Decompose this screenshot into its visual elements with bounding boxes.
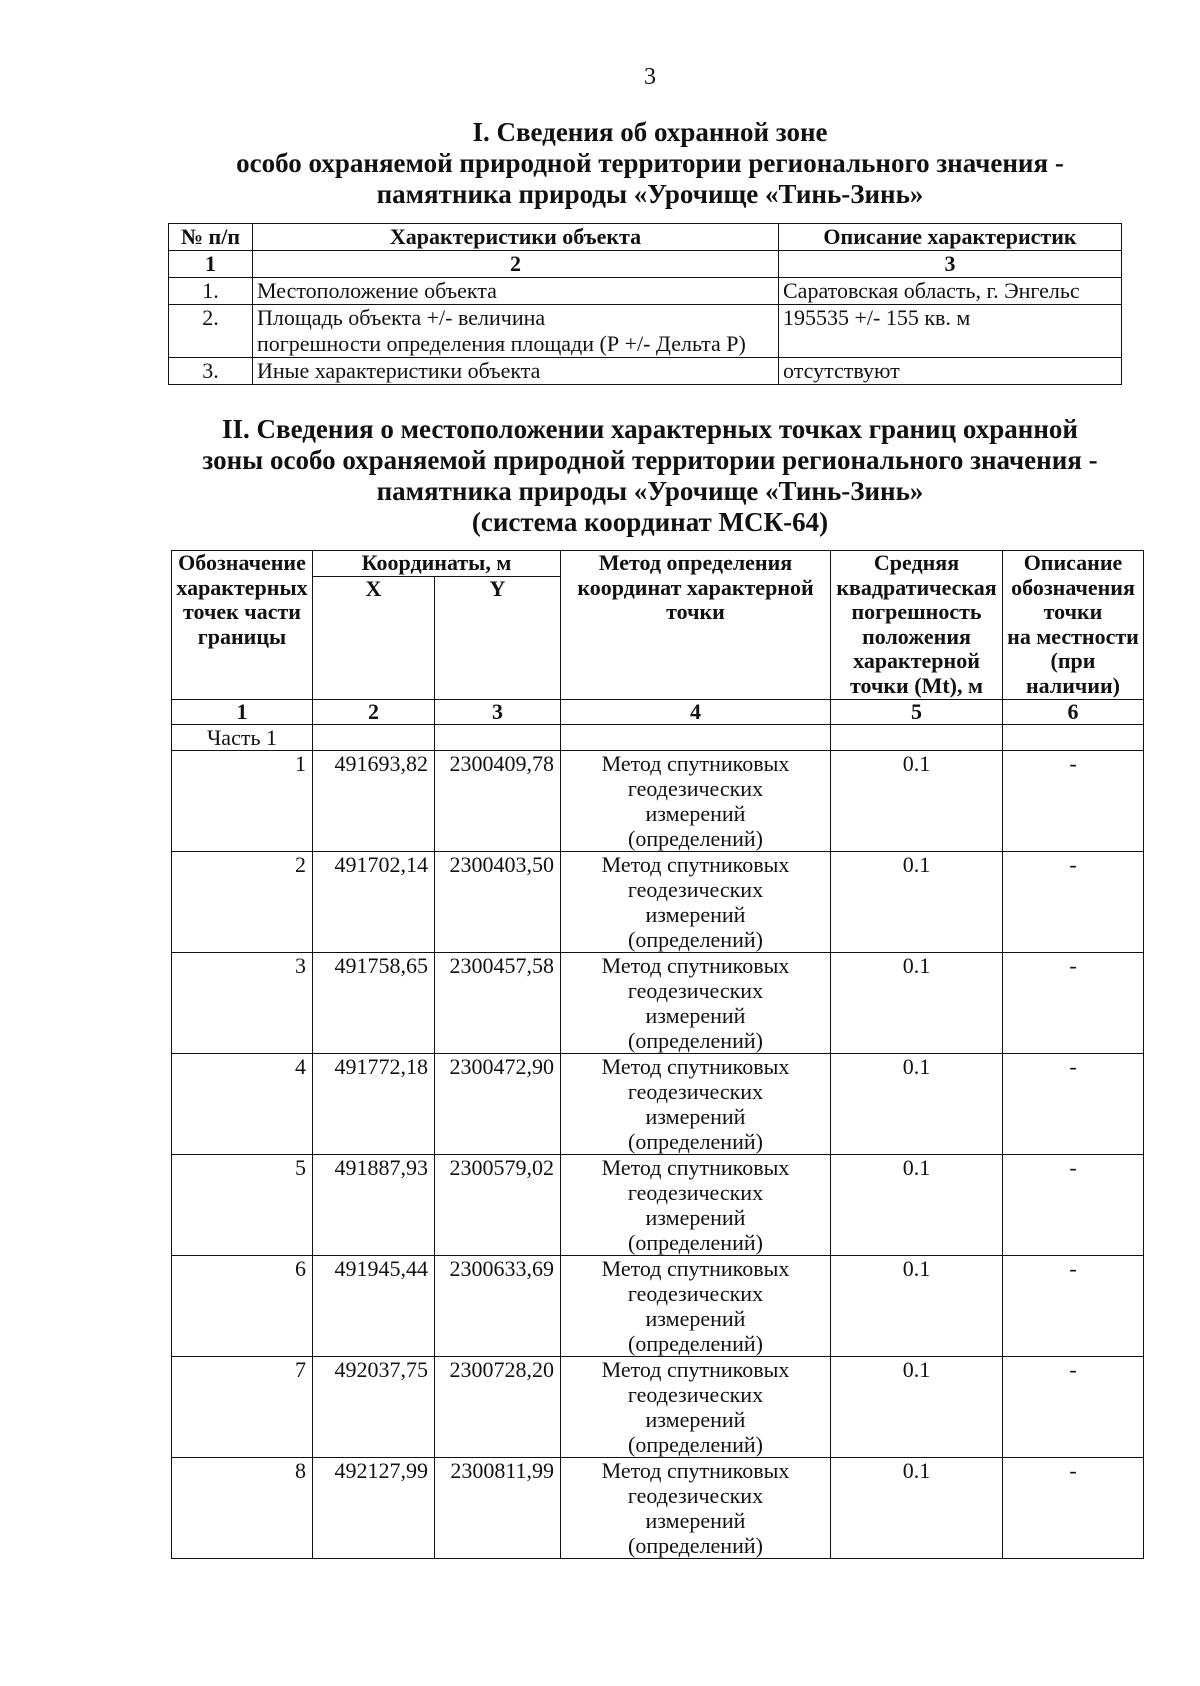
point-x: 491945,44 <box>313 1255 435 1356</box>
header-line: координат характерной <box>577 574 814 600</box>
header-line: характерных <box>176 574 308 600</box>
header-line: Метод определения <box>598 550 793 575</box>
column-number: 1 <box>172 699 313 724</box>
point-method-line: измерений <box>645 1103 746 1129</box>
header-method <box>561 551 831 700</box>
point-method-line: (определений) <box>628 1431 763 1457</box>
section1-title-line: I. Сведения об охранной зоне <box>472 117 828 147</box>
header-y: Y <box>435 576 561 699</box>
point-method-line: геодезических <box>627 1179 764 1205</box>
point-method <box>561 1356 831 1457</box>
point-x: 491887,93 <box>313 1154 435 1255</box>
row-characteristic: Местоположение объекта <box>253 278 779 305</box>
point-id: 6 <box>172 1255 313 1356</box>
point-id: 7 <box>172 1356 313 1457</box>
header-point-designation <box>172 551 313 700</box>
header-line: наличии) <box>1026 672 1120 698</box>
point-method <box>561 851 831 952</box>
header-description <box>1003 551 1144 700</box>
header-line: погрешность <box>851 599 982 624</box>
point-mean-error: 0.1 <box>831 750 1003 851</box>
point-y: 2300457,58 <box>435 952 561 1053</box>
column-number-row <box>169 251 1122 278</box>
point-method-line: измерений <box>645 901 746 927</box>
row-description: 195535 +/- 155 кв. м <box>779 305 1122 358</box>
header-line: Описание <box>1023 550 1123 575</box>
column-number: 4 <box>561 699 831 724</box>
header-line: характерной <box>853 648 980 673</box>
section2-title <box>0 414 1200 538</box>
table-row <box>172 1255 1144 1356</box>
point-method-line: геодезических <box>627 1280 764 1306</box>
section2-title-line: зоны особо охраняемой природной территории регионального значения - <box>202 445 1098 475</box>
point-description: - <box>1003 1053 1144 1154</box>
header-line: Средняя <box>873 550 960 575</box>
point-method-line: Метод спутниковых <box>601 851 790 877</box>
section1-title <box>0 117 1200 210</box>
point-method <box>561 1053 831 1154</box>
header-line: точки <box>1043 599 1103 624</box>
point-description: - <box>1003 1154 1144 1255</box>
point-description: - <box>1003 1255 1144 1356</box>
section2-title-line: II. Сведения о местоположении характерных точках границ охранной <box>222 414 1078 444</box>
header-line: границы <box>197 623 287 649</box>
table-row <box>172 1457 1144 1558</box>
point-method-line: измерений <box>645 1305 746 1331</box>
row-number: 1. <box>169 278 253 305</box>
point-method-line: геодезических <box>627 876 764 902</box>
header-line: квадратическая <box>836 574 997 600</box>
header-line: точки (Mt), м <box>850 672 983 698</box>
points-body <box>172 750 1144 1558</box>
point-method-line: геодезических <box>627 977 764 1003</box>
point-method-line: Метод спутниковых <box>601 750 790 776</box>
page-number: 3 <box>644 64 656 90</box>
object-characteristics-table <box>168 223 1122 385</box>
point-method-line: (определений) <box>628 1330 763 1356</box>
column-number: 5 <box>831 699 1003 724</box>
point-method-line: геодезических <box>627 1078 764 1104</box>
point-method-line: измерений <box>645 1204 746 1230</box>
table-row <box>172 1356 1144 1457</box>
point-method <box>561 750 831 851</box>
table-row <box>169 278 1122 305</box>
point-method-line: (определений) <box>628 1128 763 1154</box>
point-method-line: Метод спутниковых <box>601 1255 790 1281</box>
column-number: 3 <box>779 251 1122 278</box>
point-method-line: (определений) <box>628 926 763 952</box>
point-mean-error: 0.1 <box>831 851 1003 952</box>
point-y: 2300472,90 <box>435 1053 561 1154</box>
table-header-row <box>169 224 1122 251</box>
point-y: 2300403,50 <box>435 851 561 952</box>
part-label: Часть 1 <box>172 724 313 750</box>
table-row <box>172 1053 1144 1154</box>
point-y: 2300409,78 <box>435 750 561 851</box>
point-method-line: (определений) <box>628 1532 763 1558</box>
table-row <box>172 750 1144 851</box>
point-x: 491758,65 <box>313 952 435 1053</box>
header-line: на местности <box>1007 623 1139 649</box>
table-row <box>169 358 1122 385</box>
part-row <box>172 724 1144 750</box>
empty-cell <box>435 724 561 750</box>
point-y: 2300728,20 <box>435 1356 561 1457</box>
point-mean-error: 0.1 <box>831 1457 1003 1558</box>
table-row <box>172 851 1144 952</box>
header-line: положения <box>862 623 971 649</box>
point-id: 3 <box>172 952 313 1053</box>
empty-cell <box>313 724 435 750</box>
point-method-line: (определений) <box>628 825 763 851</box>
column-number: 1 <box>169 251 253 278</box>
point-mean-error: 0.1 <box>831 1154 1003 1255</box>
point-description: - <box>1003 750 1144 851</box>
point-method-line: Метод спутниковых <box>601 1457 790 1483</box>
section1-title-line: особо охраняемой природной территории регионального значения - <box>236 148 1064 178</box>
table-row <box>172 952 1144 1053</box>
header-line: Обозначение <box>178 550 306 575</box>
point-mean-error: 0.1 <box>831 952 1003 1053</box>
point-method <box>561 1255 831 1356</box>
point-x: 492037,75 <box>313 1356 435 1457</box>
point-id: 2 <box>172 851 313 952</box>
boundary-points-table <box>171 550 1144 1559</box>
point-y: 2300579,02 <box>435 1154 561 1255</box>
point-y: 2300633,69 <box>435 1255 561 1356</box>
empty-cell <box>1003 724 1144 750</box>
point-method-line: измерений <box>645 1002 746 1028</box>
point-id: 5 <box>172 1154 313 1255</box>
point-description: - <box>1003 1457 1144 1558</box>
empty-cell <box>561 724 831 750</box>
row-description: Саратовская область, г. Энгельс <box>779 278 1122 305</box>
point-id: 4 <box>172 1053 313 1154</box>
header-line: точек части <box>183 599 301 624</box>
empty-cell <box>831 724 1003 750</box>
section2-title-line: памятника природы «Урочище «Тинь-Зинь» <box>376 476 924 506</box>
header-number: № п/п <box>169 224 253 251</box>
column-number: 2 <box>253 251 779 278</box>
point-method-line: (определений) <box>628 1027 763 1053</box>
section2-title-line: (система координат МСК-64) <box>471 507 829 537</box>
point-method <box>561 952 831 1053</box>
point-method-line: Метод спутниковых <box>601 1053 790 1079</box>
row-number: 2. <box>169 305 253 358</box>
point-id: 8 <box>172 1457 313 1558</box>
point-x: 492127,99 <box>313 1457 435 1558</box>
point-y: 2300811,99 <box>435 1457 561 1558</box>
point-mean-error: 0.1 <box>831 1356 1003 1457</box>
table-header-row <box>172 551 1144 577</box>
point-method-line: геодезических <box>627 1482 764 1508</box>
column-number: 6 <box>1003 699 1144 724</box>
point-x: 491772,18 <box>313 1053 435 1154</box>
point-description: - <box>1003 851 1144 952</box>
table-row <box>172 1154 1144 1255</box>
point-method-line: Метод спутниковых <box>601 1154 790 1180</box>
point-description: - <box>1003 952 1144 1053</box>
header-line: обозначения <box>1011 574 1135 600</box>
header-characteristic: Характеристики объекта <box>253 224 779 251</box>
section1-title-line: памятника природы «Урочище «Тинь-Зинь» <box>376 179 924 209</box>
column-number: 3 <box>435 699 561 724</box>
row-characteristic-line: Площадь объекта +/- величина <box>257 305 546 330</box>
header-line: точки <box>666 599 725 624</box>
point-method <box>561 1457 831 1558</box>
point-method <box>561 1154 831 1255</box>
point-method-line: Метод спутниковых <box>601 952 790 978</box>
point-mean-error: 0.1 <box>831 1255 1003 1356</box>
point-method-line: измерений <box>645 800 746 826</box>
point-id: 1 <box>172 750 313 851</box>
point-mean-error: 0.1 <box>831 1053 1003 1154</box>
header-coordinates: Координаты, м <box>313 551 561 577</box>
row-characteristic: Иные характеристики объекта <box>253 358 779 385</box>
row-characteristic <box>253 305 779 358</box>
column-number: 2 <box>313 699 435 724</box>
header-x: X <box>313 576 435 699</box>
point-method-line: геодезических <box>627 1381 764 1407</box>
row-description: отсутствуют <box>779 358 1122 385</box>
point-description: - <box>1003 1356 1144 1457</box>
table-row <box>169 305 1122 358</box>
point-method-line: измерений <box>645 1507 746 1533</box>
column-number-row <box>172 699 1144 724</box>
point-method-line: Метод спутниковых <box>601 1356 790 1382</box>
point-method-line: (определений) <box>628 1229 763 1255</box>
point-method-line: геодезических <box>627 775 764 801</box>
row-characteristic-line: погрешности определения площади (Р +/- Дельта Р) <box>257 331 746 356</box>
point-method-line: измерений <box>645 1406 746 1432</box>
point-x: 491693,82 <box>313 750 435 851</box>
header-line: (при <box>1050 648 1096 673</box>
point-x: 491702,14 <box>313 851 435 952</box>
row-number: 3. <box>169 358 253 385</box>
header-mean-error <box>831 551 1003 700</box>
header-description: Описание характеристик <box>779 224 1122 251</box>
